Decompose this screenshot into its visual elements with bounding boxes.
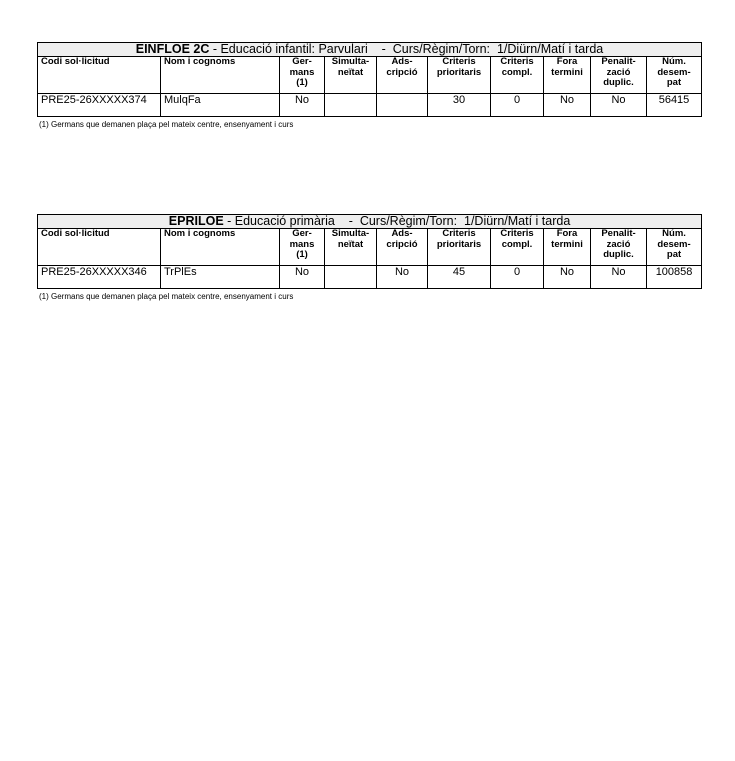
cell-nom: TrPlEs: [161, 266, 280, 289]
request-table-block: [37, 214, 702, 301]
course-code: EPRILOE: [168, 214, 224, 228]
header-criteris-prioritaris: Criteris prioritaris: [428, 57, 491, 94]
request-table: [37, 214, 702, 289]
header-num-desempat: Núm. desem- pat: [647, 57, 702, 94]
header-simultaneitat: Simulta- neïtat: [325, 57, 377, 94]
header-adscripcio: Ads- cripció: [377, 229, 428, 266]
request-table-block: [37, 42, 702, 129]
cell-codi: PRE25-26XXXXX346: [38, 266, 161, 289]
header-simultaneitat: Simulta- neïtat: [325, 229, 377, 266]
cell-germans: No: [280, 266, 325, 289]
cell-criteris-prioritaris: 45: [428, 266, 491, 289]
table-row: [38, 94, 702, 117]
cell-fora-termini: No: [544, 94, 591, 117]
cell-simultaneitat: [325, 94, 377, 117]
header-penalitzacio: Penalit- zació duplic.: [591, 229, 647, 266]
cell-num-desempat: 100858: [647, 266, 702, 289]
header-row: [38, 57, 702, 94]
header-criteris-compl: Criteris compl.: [491, 57, 544, 94]
header-criteris-prioritaris: Criteris prioritaris: [428, 229, 491, 266]
header-penalitzacio: Penalit- zació duplic.: [591, 57, 647, 94]
header-fora-termini: Fora termini: [544, 229, 591, 266]
header-nom: Nom i cognoms: [161, 57, 280, 94]
course-regime: - Curs/Règim/Torn: 1/Diürn/Matí i tarda: [367, 42, 604, 56]
header-fora-termini: Fora termini: [544, 57, 591, 94]
table-row: [38, 266, 702, 289]
cell-criteris-compl: 0: [491, 94, 544, 117]
cell-criteris-prioritaris: 30: [428, 94, 491, 117]
cell-germans: No: [280, 94, 325, 117]
cell-nom: MulqFa: [161, 94, 280, 117]
header-adscripcio: Ads- cripció: [377, 57, 428, 94]
cell-penalitzacio: No: [591, 94, 647, 117]
header-codi: Codi sol·licitud: [38, 57, 161, 94]
header-num-desempat: Núm. desem- pat: [647, 229, 702, 266]
cell-simultaneitat: [325, 266, 377, 289]
header-germans: Ger- mans (1): [280, 229, 325, 266]
cell-fora-termini: No: [544, 266, 591, 289]
header-germans: Ger- mans (1): [280, 57, 325, 94]
table-title: [38, 43, 702, 57]
cell-codi: PRE25-26XXXXX374: [38, 94, 161, 117]
request-table: [37, 42, 702, 117]
cell-adscripcio: [377, 94, 428, 117]
cell-adscripcio: No: [377, 266, 428, 289]
footnote: (1) Germans que demanen plaça pel mateix centre, ensenyament i curs: [39, 292, 294, 301]
header-nom: Nom i cognoms: [161, 229, 280, 266]
header-row: [38, 229, 702, 266]
course-name: - Educació primària: [223, 214, 335, 228]
footnote: (1) Germans que demanen plaça pel mateix centre, ensenyament i curs: [39, 120, 294, 129]
table-title: [38, 215, 702, 229]
header-codi: Codi sol·licitud: [38, 229, 161, 266]
course-code: EINFLOE 2C: [135, 42, 210, 56]
course-name: - Educació infantil: Parvulari: [209, 42, 368, 56]
header-criteris-compl: Criteris compl.: [491, 229, 544, 266]
course-regime: - Curs/Règim/Torn: 1/Diürn/Matí i tarda: [334, 214, 571, 228]
cell-criteris-compl: 0: [491, 266, 544, 289]
cell-penalitzacio: No: [591, 266, 647, 289]
cell-num-desempat: 56415: [647, 94, 702, 117]
